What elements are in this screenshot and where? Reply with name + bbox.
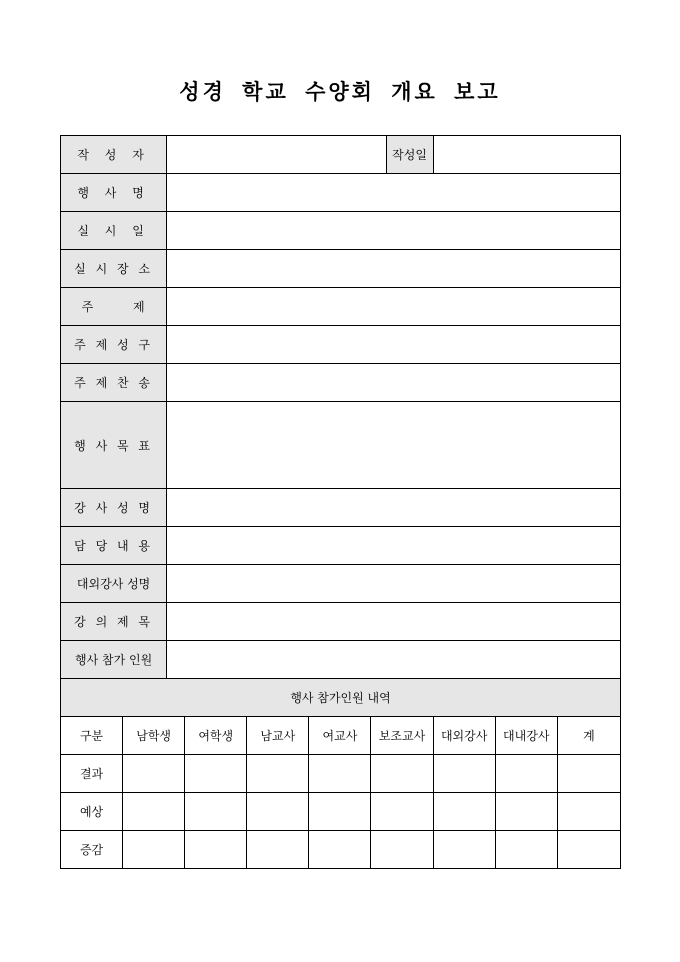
- theme-field[interactable]: [167, 288, 621, 326]
- theme-hymn-label: 주 제 찬 송: [61, 364, 167, 402]
- theme-verse-label: 주 제 성 구: [61, 326, 167, 364]
- date-field[interactable]: [433, 136, 620, 174]
- column-header: 여학생: [185, 717, 247, 755]
- goal-label: 행 사 목 표: [61, 402, 167, 489]
- table-cell[interactable]: [123, 755, 185, 793]
- table-cell[interactable]: [185, 831, 247, 869]
- theme-hymn-row: [61, 364, 621, 402]
- table-cell[interactable]: [495, 755, 557, 793]
- column-header: 남학생: [123, 717, 185, 755]
- table-cell[interactable]: [557, 755, 620, 793]
- lecture-title-field[interactable]: [167, 603, 621, 641]
- participants-field[interactable]: [167, 641, 621, 679]
- table-cell[interactable]: [247, 831, 309, 869]
- table-row: [61, 755, 621, 793]
- author-row: [61, 136, 621, 174]
- table-cell[interactable]: [557, 831, 620, 869]
- table-cell[interactable]: [309, 755, 371, 793]
- column-header: 대내강사: [495, 717, 557, 755]
- report-form-table: [60, 135, 621, 869]
- section-header-row: [61, 679, 621, 717]
- document-title: 성경 학교 수양회 개요 보고: [179, 79, 501, 104]
- date-label: 작성일: [386, 136, 433, 174]
- external-lecturer-label: 대외강사 성명: [61, 565, 167, 603]
- theme-verse-row: [61, 326, 621, 364]
- event-name-field[interactable]: [167, 174, 621, 212]
- table-cell[interactable]: [557, 793, 620, 831]
- column-header: 남교사: [247, 717, 309, 755]
- table-cell[interactable]: [433, 755, 495, 793]
- table-cell[interactable]: [185, 793, 247, 831]
- table-cell[interactable]: [123, 793, 185, 831]
- participants-breakdown-title: 행사 참가인원 내역: [61, 679, 621, 717]
- venue-row: [61, 250, 621, 288]
- external-lecturer-row: [61, 565, 621, 603]
- column-header: 구분: [61, 717, 123, 755]
- lecturer-row: [61, 489, 621, 527]
- goal-row: [61, 402, 621, 489]
- theme-label: 주 제: [61, 288, 167, 326]
- theme-verse-field[interactable]: [167, 326, 621, 364]
- author-field[interactable]: [167, 136, 386, 174]
- table-cell[interactable]: [433, 793, 495, 831]
- table-cell[interactable]: [495, 793, 557, 831]
- table-cell[interactable]: [247, 793, 309, 831]
- venue-field[interactable]: [167, 250, 621, 288]
- lecture-title-row: [61, 603, 621, 641]
- table-cell[interactable]: [309, 793, 371, 831]
- table-row: [61, 793, 621, 831]
- column-header: 여교사: [309, 717, 371, 755]
- lecture-title-label: 강 의 제 목: [61, 603, 167, 641]
- content-label: 담 당 내 용: [61, 527, 167, 565]
- row-label: 결과: [61, 755, 123, 793]
- event-date-label: 실 시 일: [61, 212, 167, 250]
- theme-row: [61, 288, 621, 326]
- venue-label: 실 시 장 소: [61, 250, 167, 288]
- column-header: 보조교사: [371, 717, 433, 755]
- participants-row: [61, 641, 621, 679]
- goal-field[interactable]: [167, 402, 621, 489]
- column-header: 계: [557, 717, 620, 755]
- breakdown-header-row: [61, 717, 621, 755]
- event-name-label: 행 사 명: [61, 174, 167, 212]
- table-row: [61, 831, 621, 869]
- event-date-field[interactable]: [167, 212, 621, 250]
- table-cell[interactable]: [247, 755, 309, 793]
- content-field[interactable]: [167, 527, 621, 565]
- table-cell[interactable]: [371, 793, 433, 831]
- content-row: [61, 527, 621, 565]
- row-label: 예상: [61, 793, 123, 831]
- lecturer-label: 강 사 성 명: [61, 489, 167, 527]
- table-cell[interactable]: [123, 831, 185, 869]
- row-label: 증감: [61, 831, 123, 869]
- table-cell[interactable]: [185, 755, 247, 793]
- table-cell[interactable]: [309, 831, 371, 869]
- column-header: 대외강사: [433, 717, 495, 755]
- event-name-row: [61, 174, 621, 212]
- theme-hymn-field[interactable]: [167, 364, 621, 402]
- table-cell[interactable]: [495, 831, 557, 869]
- author-label: 작 성 자: [61, 136, 167, 174]
- external-lecturer-field[interactable]: [167, 565, 621, 603]
- table-cell[interactable]: [371, 831, 433, 869]
- table-cell[interactable]: [371, 755, 433, 793]
- table-cell[interactable]: [433, 831, 495, 869]
- event-date-row: [61, 212, 621, 250]
- lecturer-field[interactable]: [167, 489, 621, 527]
- participants-label: 행사 참가 인원: [61, 641, 167, 679]
